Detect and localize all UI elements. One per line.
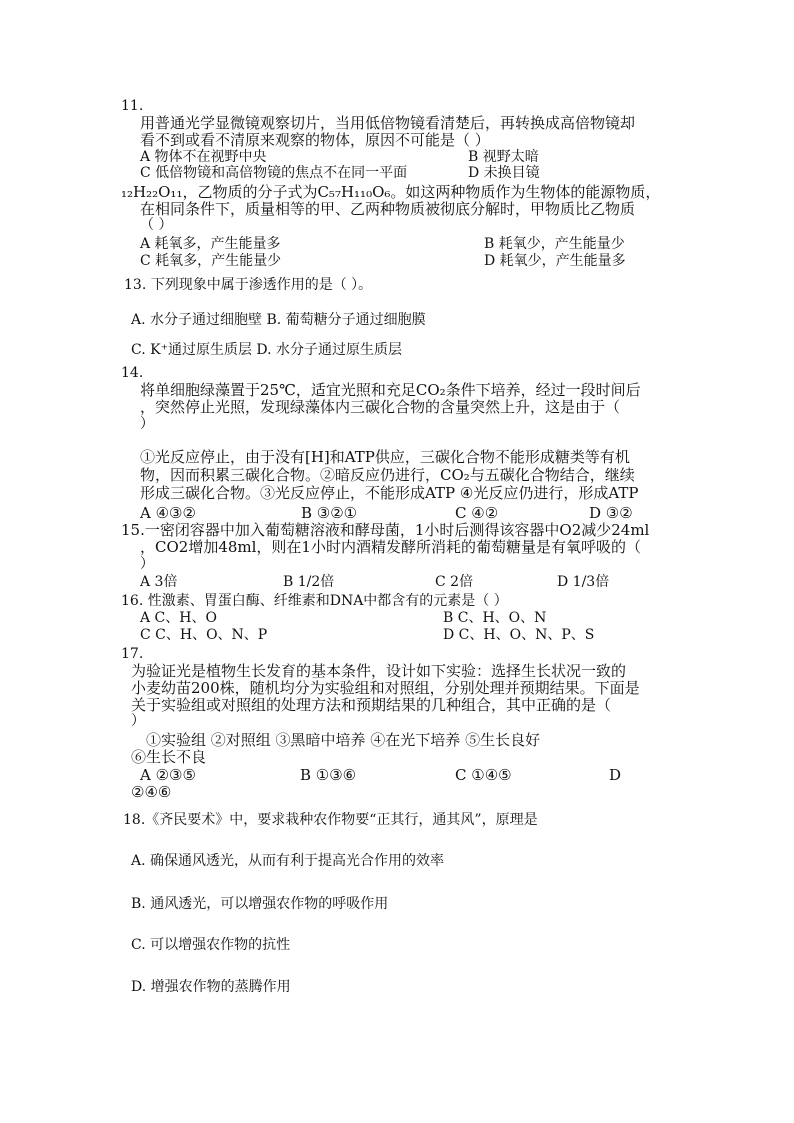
q15-stem-line1: 15.一密闭容器中加入葡萄糖溶液和酵母菌，1小时后测得该容器中O2减少24ml	[121, 521, 650, 539]
q11-stem-line2: 看不到或看不清原来观察的物体，原因不可能是（ ）	[140, 131, 490, 149]
q16-option-a: A C、H、O	[140, 610, 217, 626]
q14-stem-line1: 将单细胞绿藻置于25℃，适宜光照和充足CO₂条件下培养，经过一段时间后	[140, 381, 641, 399]
q17-stem-line4: ）	[131, 713, 145, 729]
q15-stem-line3: ）	[140, 556, 154, 572]
q18-option-d: D. 增强农作物的蒸腾作用	[131, 979, 291, 995]
q14-statement-line1: ①光反应停止，由于没有[H]和ATP供应，三碳化合物不能形成糖类等有机	[140, 448, 630, 466]
q14-stem-line2: ，突然停止光照，发现绿藻体内三碳化合物的含量突然上升，这是由于（	[140, 398, 621, 416]
q11-option-a: A 物体不在视野中央	[140, 149, 267, 165]
q14-option-a: A ④③②	[140, 504, 196, 522]
q15-stem-line2: ，CO2增加48ml，则在1小时内酒精发酵所消耗的葡萄糖量是有氧呼吸的（	[140, 538, 641, 556]
q12-stem-line2: 在相同条件下，质量相等的甲、乙两种物质被彻底分解时，甲物质比乙物质	[140, 200, 636, 218]
q18-option-c: C. 可以增强农作物的抗性	[131, 937, 291, 953]
q18-option-a: A. 确保通风透光，从而有利于提高光合作用的效率	[131, 853, 445, 869]
q17-option-d-content: ②④⑥	[131, 783, 172, 801]
q17-number: 17.	[121, 646, 144, 662]
q17-stem-line1: 为验证光是植物生长发育的基本条件，设计如下实验：选择生长状况一致的	[131, 662, 627, 680]
q12-option-d: D 耗氧少，产生能量多	[484, 253, 626, 269]
q11-stem-line1: 用普通光学显微镜观察切片，当用低倍物镜看清楚后，再转换成高倍物镜却	[140, 114, 636, 132]
q16-stem: 16. 性激素、胃蛋白酶、纤维素和DNA中都含有的元素是（ ）	[121, 593, 508, 609]
q11-option-c: C 低倍物镜和高倍物镜的焦点不在同一平面	[140, 165, 408, 181]
q14-stem-line3: ）	[140, 416, 154, 432]
q13-options-cd: C. K⁺通过原生质层 D. 水分子通过原生质层	[131, 342, 403, 358]
q15-option-a: A 3倍	[140, 574, 178, 590]
q17-option-c: C ①④⑤	[455, 766, 512, 784]
q14-statement-line2: 物，因而积累三碳化合物。②暗反应仍进行，CO₂与五碳化合物结合，继续	[140, 466, 635, 484]
q11-option-b: B 视野太暗	[468, 149, 539, 165]
q14-statement-line3: 形成三碳化合物。③光反应停止，不能形成ATP ④光反应仍进行，形成ATP	[140, 484, 639, 502]
q12-stem-line1: ₁₂H₂₂O₁₁，乙物质的分子式为C₅₇H₁₁₀O₆。如这两种物质作为生物体的能源物质，	[121, 183, 661, 201]
q14-option-d: D ③②	[589, 504, 633, 522]
q17-stem-line2: 小麦幼苗200株，随机均分为实验组和对照组，分别处理并预期结果。下面是	[131, 679, 640, 697]
q15-option-b: B 1/2倍	[283, 574, 335, 590]
q17-option-b: B ①③⑥	[300, 766, 357, 784]
q17-stem-line3: 关于实验组或对照组的处理方法和预期结果的几种组合，其中正确的是（	[131, 696, 612, 714]
q14-number: 14.	[121, 365, 144, 381]
q12-stem-line3: （ ）	[140, 217, 173, 233]
q12-option-b: B 耗氧少，产生能量少	[484, 236, 625, 252]
q18-stem: 18.《齐民要术》中，要求栽种农作物要“正其行，通其风”，原理是	[123, 812, 538, 828]
q13-stem: 13. 下列现象中属于渗透作用的是（ ）。	[124, 277, 373, 293]
q11-option-d: D 未换目镜	[468, 165, 540, 181]
q18-option-b: B. 通风透光，可以增强农作物的呼吸作用	[131, 896, 389, 912]
q17-option-a: A ②③⑤	[140, 766, 196, 784]
q12-option-c: C 耗氧多，产生能量少	[140, 253, 282, 269]
q16-option-c: C C、H、O、N、P	[140, 627, 268, 643]
q16-option-b: B C、H、O、N	[443, 610, 547, 626]
q17-option-d: D	[609, 766, 622, 784]
q15-option-d: D 1/3倍	[557, 574, 610, 590]
q15-option-c: C 2倍	[435, 574, 474, 590]
q12-option-a: A 耗氧多，产生能量多	[140, 236, 281, 252]
q13-options-ab: A. 水分子通过细胞壁 B. 葡萄糖分子通过细胞膜	[131, 312, 426, 328]
q17-statement-line1: ①实验组 ②对照组 ③黑暗中培养 ④在光下培养 ⑤生长良好	[146, 731, 541, 749]
q17-statement-line2: ⑥生长不良	[131, 748, 207, 766]
q14-option-b: B ③②①	[301, 504, 358, 522]
q16-option-d: D C、H、O、N、P、S	[443, 627, 595, 643]
q14-option-c: C ④②	[455, 504, 499, 522]
q11-number: 11.	[121, 98, 144, 114]
